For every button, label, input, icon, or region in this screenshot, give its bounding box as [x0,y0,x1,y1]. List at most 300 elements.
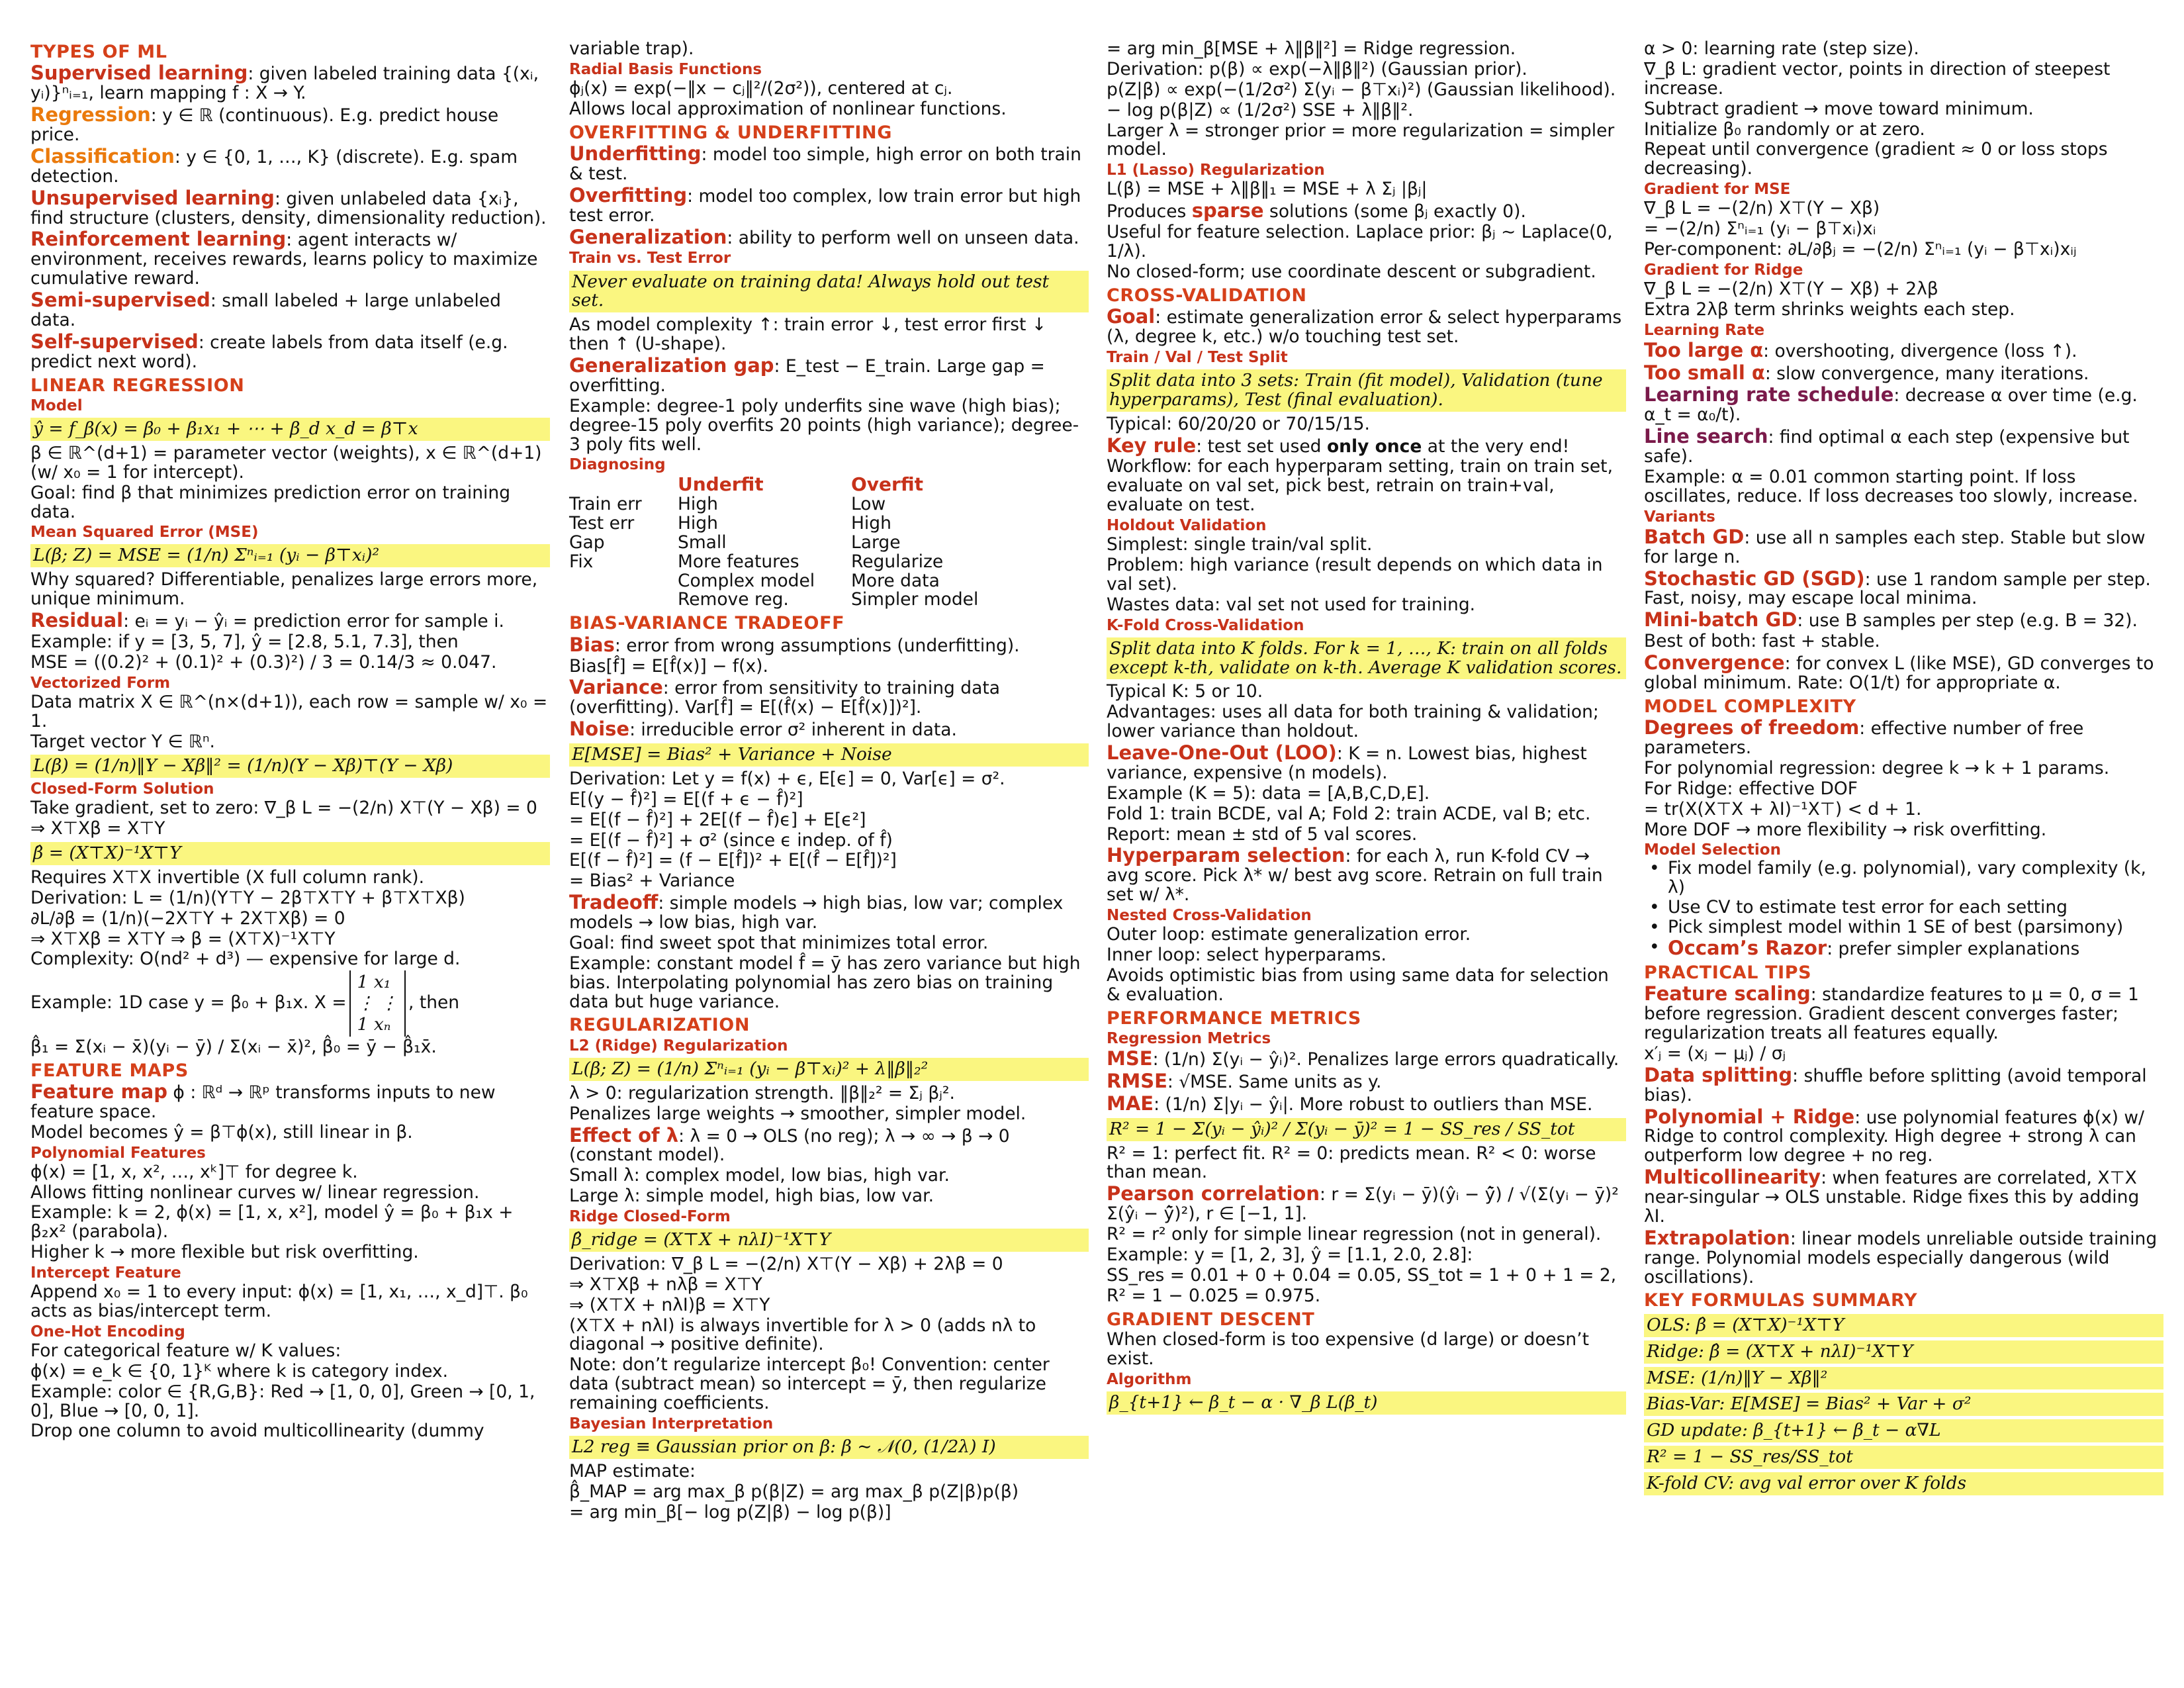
table-cell: Small [678,532,727,553]
subsection-heading: Model [30,397,83,414]
definition-term: Stochastic GD (SGD) [1644,567,1865,590]
list-item [1644,859,2163,898]
definition-term: Underfitting [569,142,702,165]
definition-term: Data splitting [1644,1063,1793,1086]
column-1 [30,38,550,1442]
text-line: R² = 1: perfect fit. R² = 0: predicts mean. R² < 0: worse than mean. [1107,1143,1596,1183]
definition [1107,1094,1626,1115]
definition [569,719,1089,740]
table-cell: More data [851,570,940,591]
text-line: R² = r² only for simple linear regression (not in general). [1107,1224,1602,1245]
definition [1644,569,2163,609]
definition-text: : eᵢ = yᵢ − ŷᵢ = prediction error for sample i. [123,611,504,632]
text-line: = Bias² + Variance [569,870,735,892]
definition-text: : given unlabeled data {xᵢ}, find structure (clusters, density, dimensionality reduction). [30,188,547,228]
definition [1644,1228,2163,1288]
table-cell: Gap [569,532,605,553]
definition [1107,1049,1626,1070]
text-line: Example: if y = [3, 5, 7], ŷ = [2.8, 5.1, 7.3], then [30,631,459,652]
highlighted-formula: β̂_ridge = (X⊤X + nλI)⁻¹X⊤Y [569,1229,1089,1252]
highlighted-formula: Split data into K folds. For k = 1, …, K: train on all folds except k-th, validate on k-th. Average K validation scores. [1107,637,1626,680]
definition-text: : create labels from data itself (e.g. predict next word). [30,332,508,372]
table-header-cell: Underfit [678,473,764,496]
text-line: Best of both: fast + stable. [1644,631,1880,652]
column-3 [1107,38,1626,1418]
definition-text: : decrease α over time (e.g. α_t = α₀/t). [1644,385,2138,426]
matrix-row: 1 x₁ [357,972,391,993]
definition [30,146,550,187]
bullet-icon: • [1649,936,1660,957]
highlighted-formula: Never evaluate on training data! Always hold out test set. [569,271,1089,313]
text-line: Repeat until convergence (gradient ≈ 0 or loss stops decreasing). [1644,139,2108,179]
text-line [1107,436,1626,457]
table-cell [569,572,678,591]
subsection-heading: Nested Cross-Validation [1107,907,1312,925]
subsection-heading: Learning Rate [1644,321,1765,339]
definition-text: : simple models → high bias, low var; complex models → low bias, high var. [569,893,1064,933]
text-line: Extra 2λβ term shrinks weights each step. [1644,299,2015,320]
highlighted-formula: Ridge: β̂ = (X⊤X + nλI)⁻¹X⊤Y [1644,1340,2163,1364]
definition-term: Self-supervised [30,330,199,353]
design-matrix [349,970,406,1036]
text-line: Derivation: p(β) ∝ exp(−λ‖β‖²) (Gaussian prior). [1107,58,1527,79]
section-heading: PERFORMANCE METRICS [1107,1008,1361,1029]
text-line: Goal: find β that minimizes prediction error on training data. [30,482,511,522]
definition-term: Convergence [1644,651,1785,674]
highlighted-formula: OLS: β̂ = (X⊤X)⁻¹X⊤Y [1644,1314,2163,1337]
text-line: Why squared? Differentiable, penalizes large errors more, unique minimum. [30,569,538,610]
text-line: λ > 0: regularization strength. ‖β‖₂² = Σⱼ βⱼ². [569,1082,955,1103]
highlighted-formula: β̂ = (X⊤X)⁻¹X⊤Y [30,842,550,865]
definition [1644,1065,2163,1105]
definition [1107,306,1626,347]
table-cell: Test err [569,512,635,534]
text-line: E[(y − f̂)²] = E[(f + ϵ − f̂)²] [569,788,803,810]
definition-text: : linear models unreliable outside training range. Polynomial models especially dangerous (wild oscillations). [1644,1228,2158,1288]
text-line: Example (K = 5): data = [A,B,C,D,E]. [1107,782,1430,804]
text-line: ⇒ (X⊤X + nλI)β = X⊤Y [569,1294,770,1315]
definition [1107,1071,1626,1092]
text-line: As model complexity ↑: train error ↓, test error first ↓ then ↑ (U-shape). [569,314,1047,355]
definition [30,610,550,632]
highlighted-formula: E[MSE] = Bias² + Variance + Noise [569,743,1089,767]
table-cell: Fix [569,551,594,572]
text-line: MSE = ((0.2)² + (0.1)² + (0.3)²) / 3 = 0.14/3 ≈ 0.047. [30,651,497,673]
text-span: : test set used [1196,436,1327,457]
text-line: = E[(f − f̂)²] + 2E[(f − f̂)ϵ] + E[ϵ²] [569,809,866,830]
text-line: α > 0: learning rate (step size). [1644,38,1919,59]
text-line: For categorical feature w/ K values: [30,1340,341,1361]
table-header-cell [569,475,678,495]
highlighted-formula: L(β) = (1/n)‖Y − Xβ‖² = (1/n)(Y − Xβ)⊤(Y − Xβ) [30,755,550,778]
subsection-heading: Vectorized Form [30,674,171,692]
matrix-row: 1 xₙ [357,1013,391,1035]
text-line: ∇_β L = −(2/n) X⊤(Y − Xβ) + 2λβ [1644,278,1938,299]
definition [30,1082,550,1122]
text-line: Larger λ = stronger prior = more regularization = simpler model. [1107,120,1615,160]
definition [30,188,550,228]
definition-text: : ability to perform well on unseen data. [727,227,1079,248]
definition-text: : small labeled + large unlabeled data. [30,291,501,330]
definition [1107,845,1626,905]
section-heading: PRACTICAL TIPS [1644,962,1812,983]
text-line: E[(f − f̂)²] = (f − E[f̂])² + E[(f̂ − E[f̂])²] [569,850,897,871]
definition-term: Residual [30,609,124,632]
definition-text: : E_test − E_train. Large gap = overfitting. [569,356,1045,396]
column-4 [1644,38,2163,1499]
section-heading: OVERFITTING & UNDERFITTING [569,122,892,143]
definition-text: : model too simple, high error on both train & test. [569,144,1081,184]
definition [569,635,1089,656]
text-line: Derivation: L = (1/n)(Y⊤Y − 2β⊤X⊤Y + β⊤X⊤Xβ) [30,887,465,908]
definition-term: Tradeoff [569,891,659,914]
definition-text: : (1/n) Σ(yᵢ − ŷᵢ)². Penalizes large errors quadratically. [1152,1049,1619,1070]
definition-text: : given labeled training data {(xᵢ, yᵢ)}ⁿᵢ₌₁, learn mapping f : X → Y. [30,64,539,104]
definition-term: Overfitting [569,183,688,207]
definition-text: : effective number of free parameters. [1644,718,2084,759]
definition [1644,426,2163,467]
text-line: Large λ: simple model, high bias, low var. [569,1186,934,1207]
definition-text: : use all n samples each step. Stable but slow for large n. [1644,527,2146,567]
highlighted-formula: L2 reg ≡ Gaussian prior on β: β ∼ 𝒩(0, (1/2λ) I) [569,1436,1089,1459]
definition [569,1125,1089,1166]
definition [1644,1107,2163,1166]
definition-term: RMSE [1107,1069,1167,1092]
text-line: ϕⱼ(x) = exp(−‖x − cⱼ‖²/(2σ²)), centered at cⱼ. [569,77,953,99]
table-cell: Complex model [678,570,815,591]
list-item-text: Pick simplest model within 1 SE of best (parsimony) [1668,917,2124,938]
definition-text: : model too complex, low train error but high test error. [569,185,1081,226]
definition-text: : shuffle before splitting (avoid temporal bias). [1644,1065,2147,1105]
bullet-icon: • [1649,858,1660,879]
definition-text: : standardize features to μ = 0, σ = 1 before regression. Gradient descent converges faster; regularization treats all features equally. [1644,984,2139,1044]
text-span: solutions (some βⱼ exactly 0). [1263,201,1526,222]
definition-text: : for each λ, run K-fold CV → avg score. Pick λ* w/ best avg score. Retrain on full train set w/ λ*. [1107,846,1603,906]
text-line: Example: degree-1 poly underfits sine wave (high bias); degree-15 poly overfits 20 points (high variance); degree-3 poly fits well. [569,395,1079,455]
text-line: Note: don’t regularize intercept β₀! Convention: center data (subtract mean) so intercept = ȳ, then regularize remaining coefficients. [569,1354,1050,1414]
subsection-heading: Gradient for Ridge [1644,261,1803,279]
list-item-text: : prefer simpler explanations [1827,938,2080,959]
section-heading: CROSS-VALIDATION [1107,285,1307,306]
definition-term: Too large α [1644,338,1764,361]
text-line: Example: color ∈ {R,G,B}: Red → [1, 0, 0], Green → [0, 1, 0], Blue → [0, 0, 1]. [30,1381,535,1421]
section-heading: KEY FORMULAS SUMMARY [1644,1290,1918,1311]
definition-text: : for convex L (like MSE), GD converges to global minimum. Rate: O(1/t) for appropriate α. [1644,653,2154,693]
subsection-heading: Regression Metrics [1107,1030,1271,1048]
definition [1644,718,2163,758]
text-line: (X⊤X + nλI) is always invertible for λ > 0 (adds nλ to diagonal → positive definite). [569,1315,1036,1355]
definition-term: Leave-One-Out (LOO) [1107,741,1337,765]
text-line: Example: constant model f̂ = ȳ has zero variance but high bias. Interpolating polynomial has zero bias on training data but huge variance. [569,953,1081,1012]
subsection-heading: Mean Squared Error (MSE) [30,524,259,541]
matrix-example [30,970,550,1036]
text-span: only once [1326,436,1422,457]
definition-term: Effect of λ [569,1123,679,1147]
definition-term: Classification [30,144,175,167]
definition-text: : agent interacts w/ environment, receives rewards, learns policy to maximize cumulative reward. [30,230,538,289]
table-cell: Regularize [851,551,944,572]
text-line: ∇_β L = −(2/n) X⊤(Y − Xβ) [1644,198,1880,219]
highlighted-formula: MSE: (1/n)‖Y − Xβ‖² [1644,1367,2163,1390]
definition-text: : √MSE. Same units as y. [1167,1071,1382,1092]
text-line: More DOF → more flexibility → risk overfitting. [1644,819,2047,840]
matrix-row: ⋮ ⋮ [357,993,398,1014]
text-span: Produces [1107,201,1192,222]
definition-term: Reinforcement learning [30,228,287,251]
text-line: − log p(β|Z) ∝ (1/2σ²) SSE + λ‖β‖². [1107,99,1414,120]
text-line: Advantages: uses all data for both training & validation; lower variance than holdout. [1107,702,1599,742]
text-line: ⇒ X⊤Xβ = X⊤Y ⇒ β = (X⊤X)⁻¹X⊤Y [30,928,336,949]
table-cell: High [678,494,718,514]
bullet-icon: • [1649,897,1660,918]
definition [1644,340,2163,361]
table-cell: High [851,512,891,534]
subsection-heading: Polynomial Features [30,1144,206,1162]
highlighted-formula: L(β; Z) = MSE = (1/n) Σⁿᵢ₌₁ (yᵢ − β⊤xᵢ)² [30,544,550,567]
text-line: Workflow: for each hyperparam setting, train on train set, evaluate on val set, pick best, retrain on train+val, evaluate on test. [1107,456,1613,516]
definition-term: Feature scaling [1644,982,1811,1006]
definition [569,185,1089,226]
highlighted-formula: R² = 1 − SS_res/SS_tot [1644,1446,2163,1469]
subsection-heading: Holdout Validation [1107,517,1267,535]
text-span: Example: 1D case y = β₀ + β₁x. X = [30,992,347,1013]
text-line: Example: α = 0.01 common starting point. If loss oscillates, reduce. If loss decreases too slowly, increase. [1644,466,2138,506]
text-line: For Ridge: effective DOF [1644,778,1858,799]
section-heading: TYPES OF ML [30,42,167,62]
definition-term: Learning rate schedule [1644,383,1894,406]
definition-term: Pearson correlation [1107,1182,1320,1205]
text-line: Outer loop: estimate generalization error. [1107,924,1471,945]
definition-term: Line search [1644,425,1768,448]
text-line: Allows local approximation of nonlinear functions. [569,98,1007,119]
text-line: Target vector Y ∈ ℝⁿ. [30,731,215,752]
text-line: Append x₀ = 1 to every input: ϕ(x) = [1, x₁, …, x_d]⊤. β₀ acts as bias/intercept term. [30,1282,528,1322]
highlighted-formula: ŷ = f_β(x) = β₀ + β₁x₁ + ⋯ + β_d x_d = β⊤x [30,418,550,441]
definition [30,229,550,289]
text-line: Small λ: complex model, low bias, high var. [569,1165,950,1186]
text-line: Derivation: ∇_β L = −(2/n) X⊤(Y − Xβ) + 2λβ = 0 [569,1253,1003,1274]
definition-text: : use B samples per step (e.g. B = 32). [1797,610,2138,632]
text-line: ∂L/∂β = (1/n)(−2X⊤Y + 2X⊤Xβ) = 0 [30,908,345,929]
text-line: Wastes data: val set not used for training. [1107,594,1476,615]
text-line: ∇_β L: gradient vector, points in direction of steepest increase. [1644,58,2111,99]
definition [569,227,1089,248]
text-line: Fold 1: train BCDE, val A; Fold 2: train ACDE, val B; etc. [1107,803,1591,824]
text-line: Penalizes large weights → smoother, simpler model. [569,1103,1026,1124]
text-line: β ∈ ℝ^(d+1) = parameter vector (weights), x ∈ ℝ^(d+1) (w/ x₀ = 1 for intercept). [30,442,542,483]
definition-text: : y ∈ ℝ (continuous). E.g. predict house price. [30,105,499,146]
definition [30,290,550,330]
definition-text: : (1/n) Σ|yᵢ − ŷᵢ|. More robust to outliers than MSE. [1154,1094,1593,1115]
subsection-heading: K-Fold Cross-Validation [1107,616,1304,634]
definition-text: ϕ : ℝᵈ → ℝᵖ transforms inputs to new feature space. [30,1082,496,1122]
section-heading: MODEL COMPLEXITY [1644,696,1856,717]
definition-text: : irreducible error σ² inherent in data. [629,720,957,741]
definition [1644,385,2163,425]
text-line: Per-component: ∂L/∂βⱼ = −(2/n) Σⁿᵢ₌₁ (yᵢ − β⊤xᵢ)xᵢⱼ [1644,238,2077,259]
definition [1107,1184,1626,1224]
definition-term: Generalization gap [569,354,774,377]
text-line: When closed-form is too expensive (d large) or doesn’t exist. [1107,1329,1590,1369]
text-line: Drop one column to avoid multicollinearity (dummy [30,1421,484,1442]
table-cell: Remove reg. [678,589,789,610]
definition-text: : use polynomial features ϕ(x) w/ Ridge to control complexity. High degree + strong λ can outperform low degree + no reg. [1644,1107,2144,1166]
definition-term: Supervised learning [30,62,248,85]
section-heading: LINEAR REGRESSION [30,375,245,396]
definition [569,892,1089,933]
list-item [1644,898,2163,917]
list-item [1644,918,2163,937]
definition-term: Occam’s Razor [1668,936,1827,959]
definition-term: Multicollinearity [1644,1166,1821,1189]
text-span: at the very end! [1422,436,1570,457]
definition-term: MSE [1107,1047,1153,1070]
highlighted-formula: β_{t+1} ← β_t − α · ∇_β L(β_t) [1107,1391,1626,1415]
subsection-heading: Variants [1644,508,1715,526]
definition-term: sparse [1191,199,1264,222]
text-line: Complexity: O(nd² + d³) — expensive for large d. [30,949,461,970]
text-line: x′ⱼ = (xⱼ − μⱼ) / σⱼ [1644,1043,1786,1064]
definition-text: : r = Σ(yᵢ − ȳ)(ŷᵢ − ŷ̄) / √(Σ(yᵢ − ȳ)² Σ(ŷᵢ − ŷ̄)²), r ∈ [−1, 1]. [1107,1184,1619,1225]
definition [30,63,550,103]
subsection-heading: Bayesian Interpretation [569,1415,774,1432]
table-cell: High [678,512,718,534]
subsection-heading: L1 (Lasso) Regularization [1107,162,1325,179]
definition-term: Feature map [30,1080,167,1103]
text-line: Model becomes ŷ = β⊤ϕ(x), still linear in β. [30,1121,413,1143]
definition-term: Semi-supervised [30,289,210,312]
text-line: Problem: high variance (result depends on which data in val set). [1107,554,1603,594]
definition [1644,1167,2163,1227]
definition-term: Key rule [1107,434,1197,457]
text-line: Goal: find sweet spot that minimizes total error. [569,932,989,953]
table-cell [569,590,678,610]
text-line: For polynomial regression: degree k → k + 1 params. [1644,757,2110,778]
text-line: R² = 1 − 0.025 = 0.975. [1107,1285,1321,1306]
subsection-heading: Closed-Form Solution [30,780,214,798]
text-line: ϕ(x) = [1, x, x², …, xᵏ]⊤ for degree k. [30,1161,358,1182]
definition-text: : λ = 0 → OLS (no reg); λ → ∞ → β → 0 (constant model). [569,1125,1010,1166]
section-heading: FEATURE MAPS [30,1060,189,1081]
text-line: p(Z|β) ∝ exp(−(1/2σ²) Σ(yᵢ − β⊤xᵢ)²) (Gaussian likelihood). [1107,79,1616,100]
text-line: = −(2/n) Σⁿᵢ₌₁ (yᵢ − β⊤xᵢ)xᵢ [1644,218,1876,240]
text-line: Useful for feature selection. Laplace prior: βⱼ ∼ Laplace(0, 1/λ). [1107,222,1613,261]
section-heading: BIAS-VARIANCE TRADEOFF [569,613,845,634]
text-line: Example: y = [1, 2, 3], ŷ = [1.1, 2.0, 2.8]: [1107,1244,1473,1265]
text-line: SS_res = 0.01 + 0 + 0.04 = 0.05, SS_tot = 1 + 0 + 1 = 2, [1107,1264,1617,1286]
diagnosing-table [569,475,1089,610]
section-heading: REGULARIZATION [569,1015,751,1036]
definition [1644,984,2163,1043]
list-item-text: Fix model family (e.g. polynomial), vary complexity (k, λ) [1668,858,2146,898]
definition-term: Mini-batch GD [1644,608,1797,632]
definition [30,105,550,145]
text-line: ⇒ X⊤Xβ + nλβ = X⊤Y [569,1274,762,1295]
highlighted-formula: L(β; Z) = (1/n) Σⁿᵢ₌₁ (yᵢ − β⊤xᵢ)² + λ‖β‖₂² [569,1058,1089,1081]
definition-term: Degrees of freedom [1644,716,1860,739]
text-line: = arg min_β[MSE + λ‖β‖²] = Ridge regression. [1107,38,1516,59]
table-cell: Large [851,532,901,553]
list-item-text: Use CV to estimate test error for each setting [1668,897,2068,918]
definition [1644,527,2163,567]
definition-text: : K = n. Lowest bias, highest variance, expensive (n models). [1107,743,1587,783]
bullet-icon: • [1649,917,1660,938]
definition [1644,653,2163,693]
subsection-heading: Diagnosing [569,456,666,474]
definition [1107,743,1626,783]
definition-term: Unsupervised learning [30,186,275,209]
highlighted-formula: K-fold CV: avg val error over K folds [1644,1472,2163,1495]
section-heading: GRADIENT DESCENT [1107,1309,1315,1330]
subsection-heading: Train / Val / Test Split [1107,348,1288,366]
definition [569,677,1089,718]
definition [1644,610,2163,631]
text-line: Avoids optimistic bias from using same data for selection & evaluation. [1107,964,1609,1005]
definition-term: MAE [1107,1092,1154,1115]
highlighted-formula: Bias-Var: E[MSE] = Bias² + Var + σ² [1644,1393,2163,1416]
text-line: = E[(f − f̂)²] + σ² (since ϵ indep. of f̂) [569,829,893,851]
subsection-heading: Model Selection [1644,841,1781,859]
text-line: Typical: 60/20/20 or 70/15/15. [1107,413,1370,434]
text-span: , then [408,992,460,1013]
text-line: Inner loop: select hyperparams. [1107,944,1387,965]
subsection-heading: Algorithm [1107,1370,1192,1388]
definition-text: : error from sensitivity to training data (overfitting). Var[f̂] = E[(f̂(x) − E[f̂(x)])²]. [569,678,1000,718]
definition-term: Polynomial + Ridge [1644,1105,1855,1128]
definition-text: : y ∈ {0, 1, …, K} (discrete). E.g. spam detection. [30,146,518,187]
text-line: Simplest: single train/val split. [1107,534,1373,555]
definition-text: : estimate generalization error & select hyperparams (λ, degree k, etc.) w/o touching test set. [1107,307,1622,347]
text-line: Higher k → more flexible but risk overfitting. [30,1242,419,1263]
text-line [1107,201,1626,222]
definition-text: : find optimal α each step (expensive but safe). [1644,427,2130,467]
definition-text: : slow convergence, many iterations. [1764,363,2089,384]
definition-term: Too small α [1644,361,1765,384]
definition-term: Variance [569,676,663,699]
text-line: ϕ(x) = e_k ∈ {0, 1}ᴷ where k is category index. [30,1360,449,1382]
text-line: = tr(X(X⊤X + λI)⁻¹X⊤) < d + 1. [1644,798,1922,820]
text-line: β̂₁ = Σ(xᵢ − x̄)(yᵢ − ȳ) / Σ(xᵢ − x̄)², β̂₀ = ȳ − β̂₁x̄. [30,1036,437,1057]
text-line: L(β) = MSE + λ‖β‖₁ = MSE + λ Σⱼ |βⱼ| [1107,179,1428,200]
highlighted-formula: GD update: β_{t+1} ← β_t − α∇L [1644,1419,2163,1442]
definition-text: : use 1 random sample per step. Fast, noisy, may escape local minima. [1644,569,2151,609]
definition-term: Bias [569,633,615,656]
text-line: = arg min_β[− log p(Z|β) − log p(β)] [569,1501,891,1523]
text-line: Data matrix X ∈ ℝ^(n×(d+1)), each row = sample w/ x₀ = 1. [30,691,548,731]
text-line: Requires X⊤X invertible (X full column rank). [30,867,425,888]
subsection-heading: Train vs. Test Error [569,250,731,267]
text-line: Take gradient, set to zero: ∇_β L = −(2/n) X⊤(Y − Xβ) = 0 [30,798,537,819]
definition-term: Noise [569,718,630,741]
definition [30,332,550,372]
subsection-heading: Gradient for MSE [1644,181,1791,199]
definition-term: Regression [30,103,151,126]
highlighted-formula: R² = 1 − Σ(yᵢ − ŷᵢ)² / Σ(yᵢ − ȳ)² = 1 − SS_res / SS_tot [1107,1118,1626,1141]
text-line: Initialize β₀ randomly or at zero. [1644,118,1925,140]
subsection-heading: One-Hot Encoding [30,1323,185,1340]
highlighted-formula: Split data into 3 sets: Train (fit model), Validation (tune hyperparams), Test (final evaluation). [1107,369,1626,412]
definition-term: Extrapolation [1644,1226,1790,1249]
text-line: No closed-form; use coordinate descent or subgradient. [1107,261,1596,282]
subsection-heading: Intercept Feature [30,1264,181,1282]
definition [569,355,1089,396]
subsection-heading: L2 (Ridge) Regularization [569,1037,788,1055]
definition [569,144,1089,184]
definition-term: Generalization [569,225,727,248]
table-cell: Train err [569,494,642,514]
table-cell: Simpler model [851,589,979,610]
definition-term: Batch GD [1644,525,1745,548]
